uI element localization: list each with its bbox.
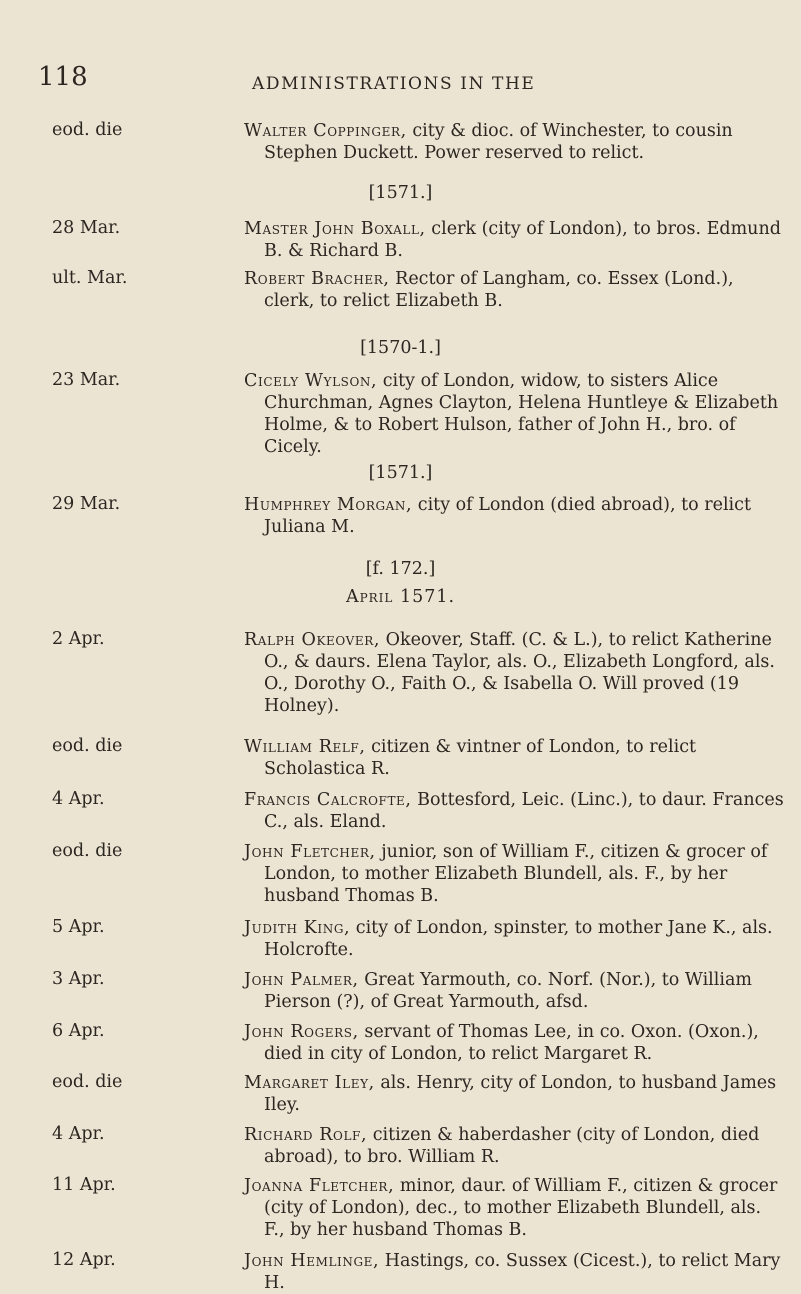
entry-text xyxy=(244,629,784,717)
entry-name: Humphrey Morgan, xyxy=(244,495,413,515)
running-head: ADMINISTRATIONS IN THE xyxy=(252,74,536,94)
entry-date: ult. Mar. xyxy=(52,268,128,288)
entry-date: 3 Apr. xyxy=(52,969,105,989)
entry-text xyxy=(244,1175,784,1241)
entry-name: Joanna Fletcher, xyxy=(244,1176,395,1196)
entry-text xyxy=(244,268,784,312)
entry-name: John Rogers, xyxy=(244,1022,359,1042)
entry-name: Cicely Wylson, xyxy=(244,371,378,391)
entry-name: William Relf, xyxy=(244,737,366,757)
entry-body: Great Yarmouth, co. Norf. (Nor.), to William Pierson (?), of Great Yarmouth, afsd. xyxy=(264,970,752,1012)
entry-name: Francis Calcrofte, xyxy=(244,790,412,810)
entry-body: city of London (died abroad), to relict Juliana M. xyxy=(264,495,751,537)
entry-date: eod. die xyxy=(52,841,123,861)
entry-body: Hastings, co. Sussex (Cicest.), to relict Mary H. xyxy=(264,1251,781,1293)
entry-body: city & dioc. of Winchester, to cousin Stephen Duckett. Power reserved to relict. xyxy=(264,121,733,163)
entry-date: eod. die xyxy=(52,736,123,756)
entry-date: 12 Apr. xyxy=(52,1250,116,1270)
entry-name: Judith King, xyxy=(244,918,351,938)
entry-name: Richard Rolf, xyxy=(244,1125,368,1145)
entry-text xyxy=(244,917,784,961)
entry-name: Ralph Okeover, xyxy=(244,630,381,650)
folio-heading: [f. 172.] xyxy=(365,559,436,579)
entry-body: city of London, spinster, to mother Jane K., als. Holcrofte. xyxy=(264,918,773,960)
entry-date: eod. die xyxy=(52,1072,123,1092)
entry-date: 28 Mar. xyxy=(52,218,121,238)
entry-name: Margaret Iley, xyxy=(244,1073,375,1093)
entry-name: Master John Boxall, xyxy=(244,219,426,239)
year-heading: [1571.] xyxy=(368,463,433,483)
entry-body: junior, son of William F., citizen & grocer of London, to mother Elizabeth Blundell, als. F., by her husband Thomas B. xyxy=(264,842,768,906)
year-heading: [1571.] xyxy=(368,183,433,203)
entry-text xyxy=(244,494,784,538)
entry-name: John Hemlinge, xyxy=(244,1251,380,1271)
entry-date: eod. die xyxy=(52,120,123,140)
entry-text xyxy=(244,736,784,780)
entry-date: 5 Apr. xyxy=(52,917,105,937)
entry-date: 2 Apr. xyxy=(52,629,105,649)
entry-text xyxy=(244,120,784,164)
entry-text xyxy=(244,218,784,262)
entry-date: 4 Apr. xyxy=(52,1124,105,1144)
entry-body: Bottesford, Leic. (Linc.), to daur. Frances C., als. Eland. xyxy=(264,790,784,832)
entry-text xyxy=(244,1250,784,1294)
entry-text xyxy=(244,1124,784,1168)
entry-body: city of London, widow, to sisters Alice Churchman, Agnes Clayton, Helena Huntleye & Elizabeth Holme, & to Robert Hulson, father of John H., bro. of Cicely. xyxy=(264,371,779,457)
month-heading: April 1571. xyxy=(345,587,456,607)
entry-name: Walter Coppinger, xyxy=(244,121,407,141)
entry-body: citizen & haberdasher (city of London, died abroad), to bro. William R. xyxy=(264,1125,760,1167)
entry-body: als. Henry, city of London, to husband James Iley. xyxy=(264,1073,777,1115)
entry-body: clerk (city of London), to bros. Edmund B. & Richard B. xyxy=(264,219,781,261)
entry-text xyxy=(244,789,784,833)
entry-date: 29 Mar. xyxy=(52,494,121,514)
entry-body: Okeover, Staff. (C. & L.), to relict Katherine O., & daurs. Elena Taylor, als. O., Elizabeth Longford, als. O., Dorothy O., Faith O., & Isabella O. Will proved (19 Holney). xyxy=(264,630,775,716)
entry-text xyxy=(244,969,784,1013)
entry-body: citizen & vintner of London, to relict Scholastica R. xyxy=(264,737,697,779)
entry-text xyxy=(244,841,784,907)
entry-text xyxy=(244,1021,784,1065)
entry-name: John Fletcher, xyxy=(244,842,376,862)
entry-body: servant of Thomas Lee, in co. Oxon. (Oxon.), died in city of London, to relict Margaret R. xyxy=(264,1022,759,1064)
entry-name: Robert Bracher, xyxy=(244,269,390,289)
entry-name: John Palmer, xyxy=(244,970,359,990)
page-number: 118 xyxy=(38,62,88,92)
page-header xyxy=(0,62,801,102)
entry-body: minor, daur. of William F., citizen & grocer (city of London), dec., to mother Elizabeth Blundell, als. F., by her husband Thomas B. xyxy=(264,1176,778,1240)
entry-date: 4 Apr. xyxy=(52,789,105,809)
entry-date: 6 Apr. xyxy=(52,1021,105,1041)
entry-body: Rector of Langham, co. Essex (Lond.), clerk, to relict Elizabeth B. xyxy=(264,269,734,311)
entry-date: 23 Mar. xyxy=(52,370,121,390)
entry-date: 11 Apr. xyxy=(52,1175,116,1195)
entry-text xyxy=(244,1072,784,1116)
entry-text xyxy=(244,370,784,458)
year-heading: [1570-1.] xyxy=(360,338,441,358)
